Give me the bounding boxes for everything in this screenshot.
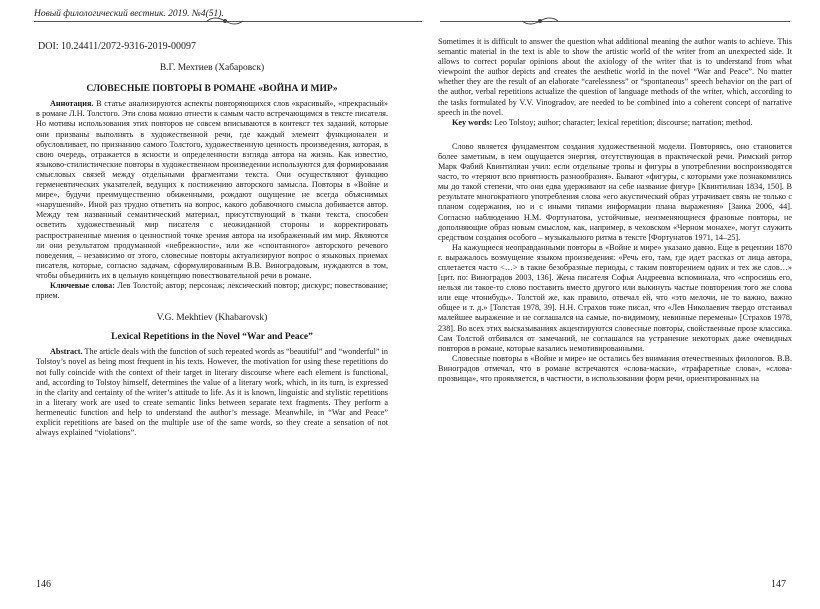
abstract-text-ru: В статье анализируются аспекты повторяющихся слов «красивый», «прекрасный» в романе Л.Н. Толстого. Эти слова можно отнести к самым часто встречающимся в тексте писателя. Но мотивы использования этих повторов не совсем вписываются в контекст тех заданий, которые они призваны выполнять в художественной речи, где каждый элемент функционален и обусловливает, по признанию самого Толстого, художественную ценность произведения, которая, в свою очередь, отражается в ясности и определенности взгляда автора на жизнь. Как известно, языково-стилистические повторы в художественном произведении используются для формирования смысловых связей между отдельными фрагментами текста. Они осуществляют функцию герменевтических указателей, ведущих к постижению авторского замысла. Повторы в «Войне и мире», будучи преимущественно обиженными, рождают ощущение не всегда объяснимых «нарушений». Иной раз трудно ответить на вопрос, какого добавочного смысла добивается автор. Между тем названный семантический материал, присутствующий в ткани текста, способен осветить художественный мир писателя с неожиданной стороны и корректировать распространенные мнения о ценностной точке зрения автора на изображенный им мир. Являются ли они результатом продуманной «небрежности», или же «спонтанного» авторского речевого поведения, – независимо от этого, словесные повторы актуализируют вопрос о языковых приемах писателя, которые, согласно задачам, сформулированным В.В. Виноградовым, нуждаются в том, чтобы объединить их в цельную концепцию повествовательной речи в романе. [36, 99, 389, 280]
body-paragraph: Словесные повторы в «Войне и мире» не остались без внимания отечественных филологов. В.В. Виноградов отмечал, что в романе встречаются «слова-маски», «трафаретные слова», «слова-прозвища», что проявляется, в частности, в использовании форм речи, ориентированных на [438, 353, 792, 383]
keywords-en [438, 118, 792, 128]
left-page [36, 38, 388, 438]
article-title-ru: СЛОВЕСНЫЕ ПОВТОРЫ В РОМАНЕ «ВОЙНА И МИР» [86, 84, 338, 95]
header-rule-right [440, 21, 790, 22]
keywords-label-en: Key words: [452, 117, 493, 127]
article-title-en: Lexical Repetitions in the Novel “War and Peace” [111, 332, 313, 343]
page-number-right: 147 [771, 579, 786, 590]
ornament-icon [205, 15, 245, 27]
author-ru: В.Г. Мехтиев (Хабаровск) [159, 63, 265, 74]
abstract-ru [36, 99, 388, 281]
keywords-text-ru: Лев Толстой; автор; персонаж; лексический повтор; дискурс; повествование; прием. [36, 280, 388, 301]
abstract-en [36, 347, 388, 438]
abstract-text-en: The article deals with the function of such repeated words as “beautiful” and “wonderful” in Tolstoy’s novel as being most frequent in his texts. However, the motivation for using these repetitions do not fully coincide with the context of their target in literary discourse where each element is functional, and, according to Tolstoy himself, determines the value of a literary work, which, in its turn, is expressed in the clarity and certainty of the writer’s attitude to life. As it is known, linguistic and stylistic repetitions in a literary work are used to create semantic links between separate text fragments. They perform a hermeneutic function and help to understand the author’s message. Meanwhile, in “War and Peace” explicit repetitions are based on the multiple use of the same words, so they create a sensation of not always explained “violations”. [36, 347, 388, 438]
journal-header: Новый филологический вестник. 2019. №4(51). [34, 9, 224, 19]
body-paragraph: На кажущиеся неоправданными повторы в «Войне и мире» указано давно. Еще в рецензии 1870 г. выражалось возмущение языком произведения: «Речь его, там, где идет рассказ от лица автора, сплетается часто <…> в такие безобразные периоды, с таким повторением одних и тех же слов…» [цит. по: Виноградов 2003, 136]. Жена писателя Софья Андреевна вспоминала, что «спросишь его, нельзя ли такое-то слово поставить вместо другого или выкинуть частые повторения того же слова или еще чтонибудь». Толстой же, как правило, отвечал ей, что «это мелочи, не то важно, важно общее и т. д.» [Толстая 1978, 39]. Н.Н. Страхов тоже писал, что «Лев Николаевич твердо отстаивал малейшее выражение и не соглашался на самые, по-видимому, невинные перемены» [Страхов 1978, 238]. Во всех этих высказываниях акцентируются словесные повторы, свойственные прозе классика. Сам Толстой отбивался от замечаний, не соглашался на устранение некоторых даже очевидных повторов в романе, которые казались немотивированными. [438, 242, 792, 353]
abstract-label-en: Abstract. [50, 347, 83, 357]
keywords-text-en: Leo Tolstoy; author; character; lexical repetition; discourse; narration; method. [494, 117, 753, 127]
keywords-ru [36, 281, 388, 301]
page-number-left: 146 [36, 579, 51, 590]
author-en: V.G. Mekhtiev (Khabarovsk) [156, 313, 268, 324]
keywords-label-ru: Ключевые слова: [50, 280, 115, 290]
doi: DOI: 10.24411/2072-9316-2019-00097 [38, 41, 196, 52]
abstract-en-continued: Sometimes it is difficult to answer the question what additional meaning the author wants to achieve. This semantic material in the text is able to show the artistic world of the writer from an unexpected side. It allows to correct popular opinions about the axiology of the writer that is to understand from what viewpoint the author depicts and creates the aesthetic world in the novel “War and Peace”. No matter whether they are the result of an elaborate “carelessness” or “spontaneous” speech behavior on the part of the author, verbal repetitions actualize the question of language methods of the writer, which, according to the tasks formulated by V.V. Vinogradov, are needed to be combined into a coherent concept of narrative speech in the novel. [438, 37, 792, 117]
right-page [438, 37, 792, 384]
section-gap [438, 128, 792, 142]
ornament-icon [520, 15, 560, 27]
body-paragraph: Слово является фундаментом создания художественной модели. Повторяясь, оно становится более заметным, в нем ощущается энергия, отсутствующая в практической речи. Римский ритор Марк Фабий Квинтилиан учил: если отдельные тропы и фигуры в употреблении воспроизводятся часто, то «теряют всю приятность разнообразия». Бывают «фигуры, с которыми уже познакомились мы до такой степени, что они едва удерживают на себе название фигур» [Квинтилиан 1834, 150]. В результате многократного употребления слова «его акустический образ утрачивает связь не только с планом содержания, но и с иными типами информации плана выражения» [Заика 2006, 44]. Согласно наблюдению Н.М. Фортунатова, устойчивые, неизменяющиеся фразовые повторы, не дополняющие образ новым смыслом, как, например, в чеховском «Черном монахе», могут служить средством создания особого – музыкального ритма в тексте [Фортунатов 1971, 14–25]. [438, 141, 792, 242]
abstract-label-ru: Аннотация. [50, 99, 94, 109]
